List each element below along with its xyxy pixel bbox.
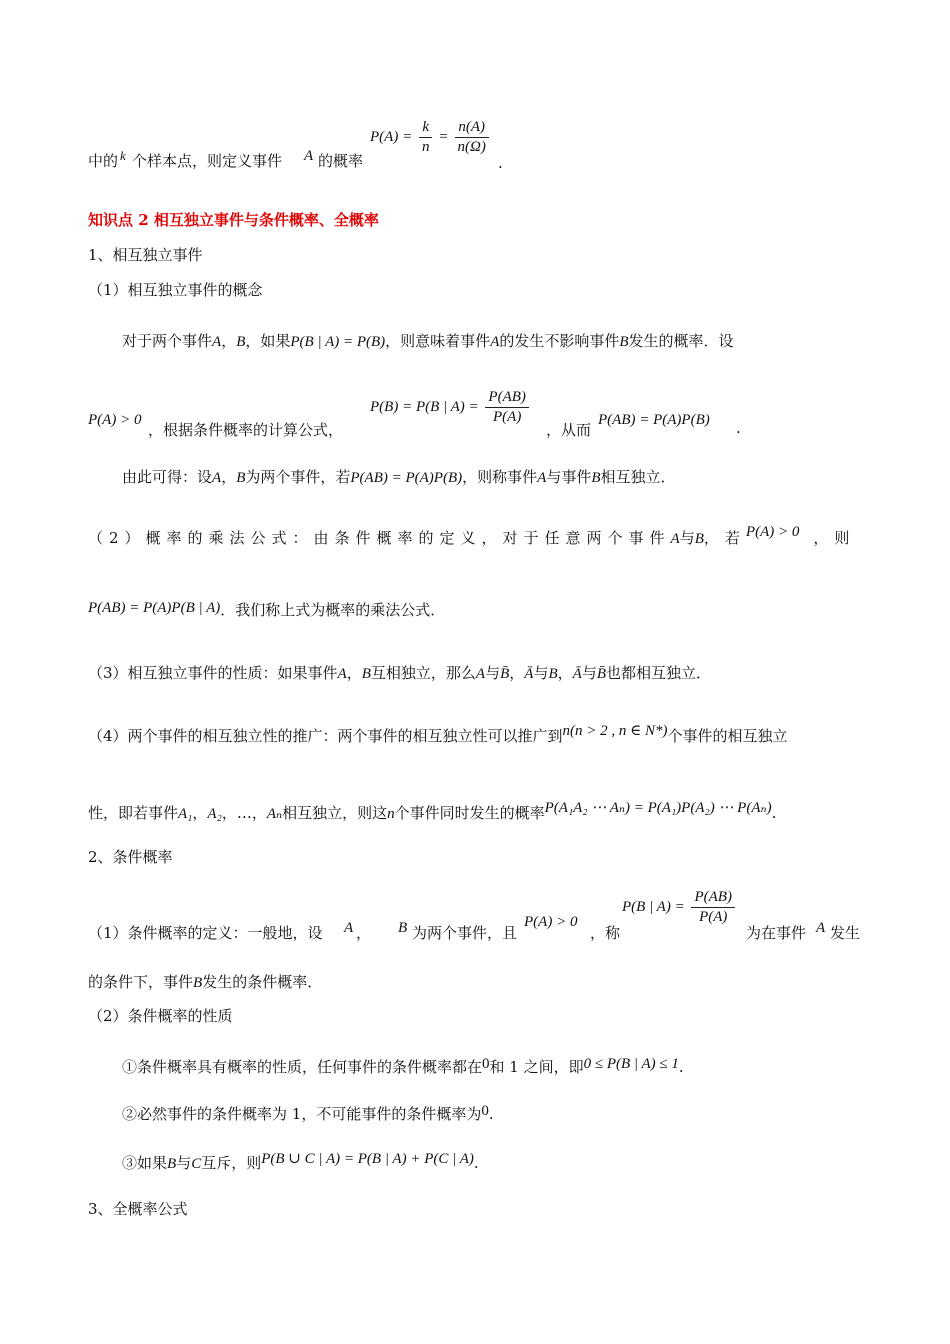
- property-1: ①条件概率具有概率的性质，任何事件的条件概率都在0和 1 之间，即0 ≤ P(B | A) ≤ 1.: [122, 1056, 684, 1076]
- text-prefix: 中的: [88, 152, 119, 170]
- cond-prob-definition-formula: P(B | A) = $\frac{P(AB)}{P(A)}$: [622, 888, 737, 927]
- generalization-line-2: 性，即若事件A₁，A₂，…，Aₙ相互独立，则这n个事件同时发生的概率P(A₁A₂ ⋯ Aₙ) = P(A₁)P(A₂) ⋯ P(Aₙ).: [88, 800, 777, 822]
- independence-line-3: 由此可得：设A，B为两个事件，若P(AB) = P(A)P(B)，则称事件A与事件B相互独立．: [122, 468, 676, 486]
- property-3: ③如果B与C互斥，则P(B ∪ C | A) = P(B | A) + P(C | A).: [122, 1151, 479, 1172]
- section-title-1: 1、相互独立事件: [88, 246, 203, 264]
- generalization-line: （4）两个事件的相互独立性的推广：两个事件的相互独立性可以推广到n(n > 2 , n ∈ N*)个事件的相互独立: [88, 723, 788, 745]
- cond-prob-formula: P(B) = P(B | A) = $\frac{P(AB)}{P(A)}$: [370, 388, 531, 427]
- cond-prob-definition-line-2: 的条件下，事件B发生的条件概率．: [88, 973, 323, 991]
- section-title-2: 2、条件概率: [88, 848, 173, 866]
- section-title-3: 3、全概率公式: [88, 1200, 188, 1218]
- text-after: 的概率: [318, 152, 364, 170]
- independence-line-1: 对于两个事件A，B，如果P(B | A) = P(B)，则意味着事件A的发生不影响事件B发生的概率．设: [122, 332, 734, 350]
- independence-properties-line: （3）相互独立事件的性质：如果事件A，B互相独立，那么A与B̄，Ā与B，Ā与B̄也都相互独立．: [88, 664, 712, 682]
- subsection-2-2: （2）条件概率的性质: [88, 1007, 233, 1025]
- formula-cond-eq: P(B | A) = P(B): [290, 334, 386, 350]
- var-A: A: [304, 148, 314, 164]
- property-2: ②必然事件的条件概率为 1，不可能事件的条件概率为0.: [122, 1103, 494, 1123]
- probability-formula: P(A) = $\frac{k}{n}$ = $\frac{n(A)}{n(\Omega)}$: [370, 118, 491, 157]
- subsection-1-1: （1）相互独立事件的概念: [88, 281, 263, 299]
- section-heading: 知识点 2 相互独立事件与条件概率、全概率: [88, 211, 379, 229]
- var-k: k: [120, 148, 126, 163]
- multiplication-rule-line: （2）概率的乘法公式：由条件概率的定义，对于任意两个事件A与B，若P(A) > 0 ，则: [88, 524, 856, 547]
- multiplication-formula-line: P(AB) = P(A)P(B | A)．我们称上式为概率的乘法公式．: [88, 600, 446, 619]
- text-mid: 个样本点，则定义事件: [132, 152, 283, 170]
